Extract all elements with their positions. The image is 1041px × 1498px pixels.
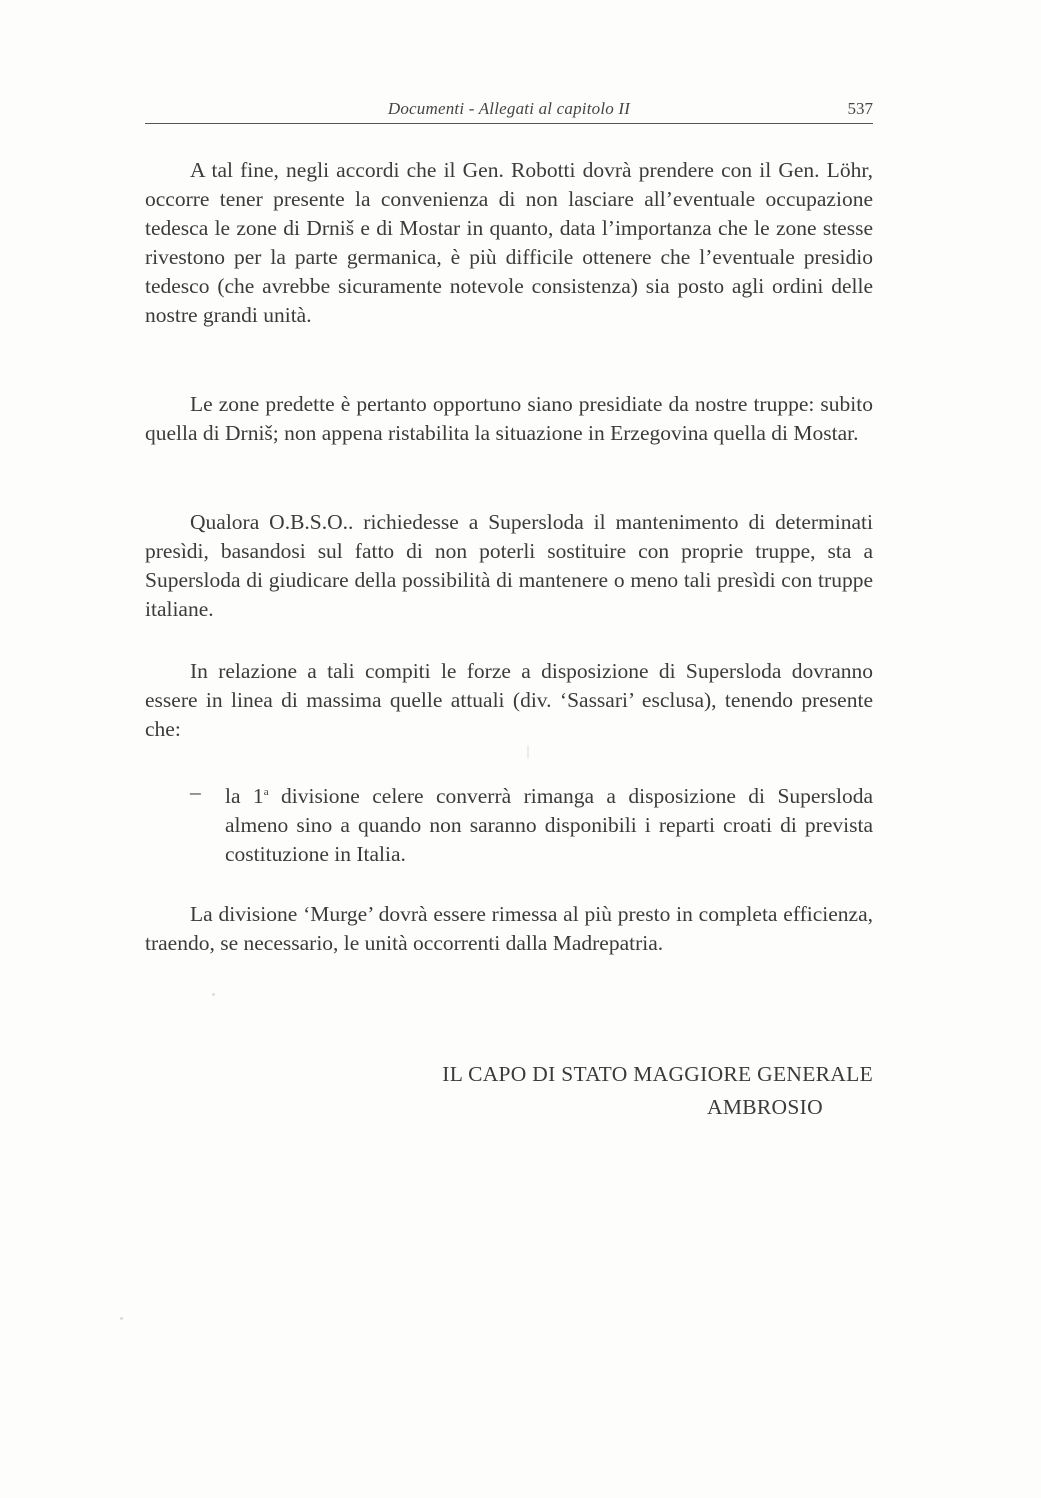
page-number: 537: [847, 99, 873, 118]
list-text-start: la 1: [225, 784, 264, 809]
list-item: [190, 778, 873, 869]
ordinal-superscript: a: [263, 786, 269, 798]
signature-title: IL CAPO DI STATO MAGGIORE GENERALE: [442, 1062, 873, 1086]
body-paragraph: In relazione a tali compiti le forze a disposizione di Supersloda dovranno essere in linea di massima quelle attuali (div. ‘Sassari’ esclusa), tenendo presente che:: [145, 659, 873, 741]
body-paragraph: A tal fine, negli accordi che il Gen. Robotti dovrà prendere con il Gen. Löhr, occorre tener presente la convenienza di non lasciare all’eventuale occupazione tedesca le zone di Drniš e di Mostar in quanto, data l’importanza che le zone stesse rivestono per la parte germanica, è più difficile ottenere che l’eventuale presidio tedesco (che avrebbe sicuramente notevole consistenza) sia posto agli ordini delle nostre grandi unità.: [145, 158, 873, 327]
list-text-rest: divisione celere converrà rimanga a disposizione di Supersloda almeno sino a quando non saranno disponibili i reparti croati di prevista costituzione in Italia.: [225, 784, 873, 867]
body-paragraph: Qualora O.B.S.O.. richiedesse a Supersloda il mantenimento di determinati presìdi, basandosi sul fatto di non poterli sostituire con proprie truppe, sta a Supersloda di giudicare della possibilità di mantenere o meno tali presìdi con truppe italiane.: [145, 510, 873, 621]
body-paragraph: Le zone predette è pertanto opportuno siano presidiate da nostre truppe: subito quella di Drniš; non appena ristabilita la situazione in Erzegovina quella di Mostar.: [145, 392, 873, 445]
list-dash: –: [190, 780, 201, 804]
scan-speck: [212, 993, 215, 996]
scan-speck: [527, 745, 529, 759]
signature-name: AMBROSIO: [707, 1095, 823, 1119]
running-header: [145, 97, 873, 124]
running-title: Documenti - Allegati al capitolo II: [387, 99, 631, 118]
scan-speck: [120, 1317, 123, 1320]
closing-paragraph: La divisione ‘Murge’ dovrà essere rimessa al più presto in completa efficienza, traendo, se necessario, le unità occorrenti dalla Madrepatria.: [145, 902, 873, 955]
